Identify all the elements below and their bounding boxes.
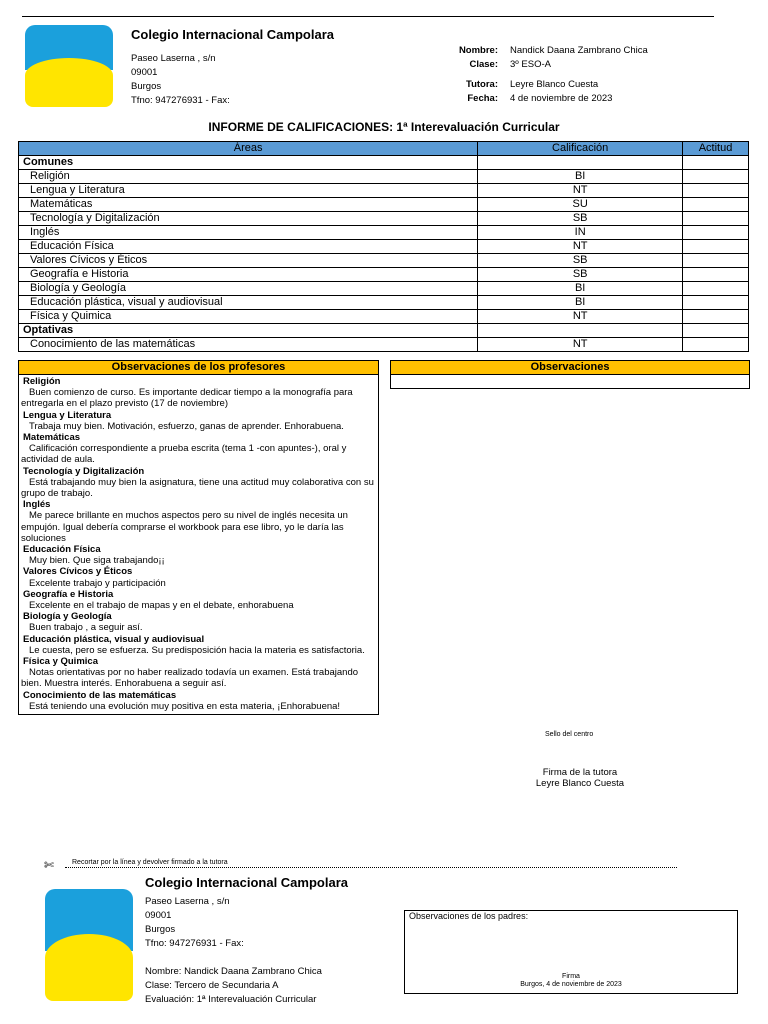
observation-subject: Tecnología y Digitalización bbox=[23, 465, 145, 477]
attitude-value bbox=[683, 170, 749, 184]
section-grade-cell bbox=[478, 156, 683, 170]
general-observations-field bbox=[391, 375, 749, 388]
student-name: Nandick Daana Zambrano Chica bbox=[510, 45, 648, 56]
address-line: Paseo Laserna , s/n bbox=[131, 53, 216, 64]
school-name: Colegio Internacional Campolara bbox=[131, 27, 334, 42]
parents-observations-label: Observaciones de los padres: bbox=[409, 911, 529, 921]
signature-name: Leyre Blanco Cuesta bbox=[535, 778, 625, 789]
grades-table bbox=[18, 141, 749, 352]
grades-body bbox=[19, 156, 749, 352]
observation-text: Trabaja muy bien. Motivación, esfuerzo, ganas de aprender. Enhorabuena. bbox=[29, 420, 344, 432]
attitude-value bbox=[683, 212, 749, 226]
teacher-observations bbox=[18, 360, 379, 715]
grade-value: SB bbox=[478, 268, 683, 282]
grade-value: NT bbox=[478, 338, 683, 352]
teacher-observations-body bbox=[19, 375, 378, 714]
grade-value: NT bbox=[478, 240, 683, 254]
area-name: Inglés bbox=[19, 226, 478, 240]
attitude-value bbox=[683, 254, 749, 268]
grade-row bbox=[19, 282, 749, 296]
report-title: INFORME DE CALIFICACIONES: 1ª Interevaluación Curricular bbox=[208, 120, 560, 134]
observation-text: Está teniendo una evolución muy positiva en esta materia, ¡Enhorabuena! bbox=[29, 700, 341, 712]
attitude-value bbox=[683, 198, 749, 212]
school-address bbox=[131, 52, 230, 108]
parents-observations-box[interactable] bbox=[404, 910, 738, 994]
grade-row bbox=[19, 268, 749, 282]
observation-subject: Inglés bbox=[23, 499, 51, 511]
slip-details bbox=[145, 895, 322, 1007]
observation-subject: Educación plástica, visual y audiovisual bbox=[23, 633, 205, 645]
grade-value: BI bbox=[478, 170, 683, 184]
top-rule bbox=[22, 16, 714, 17]
section-title: Comunes bbox=[19, 156, 478, 170]
observation-subject: Matemáticas bbox=[23, 432, 81, 444]
section-attitude-cell bbox=[683, 156, 749, 170]
section-attitude-cell bbox=[683, 324, 749, 338]
section-title: Optativas bbox=[19, 324, 478, 338]
firma-label: Firma bbox=[562, 973, 580, 980]
slip-phone: Tfno: 947276931 - Fax: bbox=[145, 938, 244, 949]
cut-line bbox=[65, 867, 677, 868]
slip-postal: 09001 bbox=[145, 910, 172, 921]
observation-subject: Religión bbox=[23, 376, 61, 387]
observation-subject: Física y Quimica bbox=[23, 656, 98, 668]
teacher-observations-header: Observaciones de los profesores bbox=[19, 361, 378, 375]
place-date: Burgos, 4 de noviembre de 2023 bbox=[520, 981, 622, 988]
slip-student-name: Nombre: Nandick Daana Zambrano Chica bbox=[145, 966, 322, 977]
attitude-value bbox=[683, 310, 749, 324]
student-class: 3º ESO-A bbox=[510, 59, 551, 70]
grade-row bbox=[19, 254, 749, 268]
observation-text: Buen comienzo de curso. Es importante dedicar tiempo a la monografía para entregarla en el plazo previsto (17 de noviembre) bbox=[21, 387, 353, 410]
observation-subject: Valores Cívicos y Éticos bbox=[23, 566, 133, 578]
observation-text: Buen trabajo , a seguir así. bbox=[29, 622, 143, 634]
school-logo bbox=[25, 25, 113, 107]
section-row bbox=[19, 324, 749, 338]
observation-text: Me parece brillante en muchos aspectos pero su nivel de inglés necesita un empujón. Igual debería comprarse el workbook para ese libro, yo le daría las soluciones bbox=[21, 510, 348, 544]
slip-evaluation: Evaluación: 1ª Interevaluación Curricular bbox=[145, 994, 317, 1005]
observation-text: Notas orientativas por no haber realizado todavía un examen. Está trabajando bien. Muestra interés. Enhorabuena a seguir así. bbox=[21, 667, 359, 690]
area-name: Física y Quimica bbox=[19, 310, 478, 324]
slip-address: Paseo Laserna , s/n bbox=[145, 896, 230, 907]
attitude-value bbox=[683, 268, 749, 282]
grade-value: IN bbox=[478, 226, 683, 240]
observation-text: Está trabajando muy bien la asignatura, tiene una actitud muy colaborativa con su grupo de trabajo. bbox=[21, 476, 374, 500]
scissors-icon: ✄ bbox=[44, 858, 55, 872]
city: Burgos bbox=[131, 81, 162, 92]
attitude-value bbox=[683, 338, 749, 352]
attitude-value bbox=[683, 296, 749, 310]
observation-text: Excelente trabajo y participación bbox=[29, 577, 166, 589]
grade-value: SU bbox=[478, 198, 683, 212]
observation-text: Calificación correspondiente a prueba escrita (tema 1 -con apuntes-), oral y actividad de aula. bbox=[21, 443, 347, 466]
cut-note: Recortar por la línea y devolver firmado a la tutora bbox=[72, 859, 228, 866]
postal-code: 09001 bbox=[131, 67, 158, 78]
grade-row bbox=[19, 170, 749, 184]
slip-school-name: Colegio Internacional Campolara bbox=[145, 875, 348, 890]
slip-city: Burgos bbox=[145, 924, 176, 935]
grade-row bbox=[19, 296, 749, 310]
grade-value: NT bbox=[478, 184, 683, 198]
observation-subject: Biología y Geología bbox=[23, 611, 112, 623]
name-label: Nombre: bbox=[458, 45, 498, 56]
grade-row bbox=[19, 212, 749, 226]
grade-value: NT bbox=[478, 310, 683, 324]
tutor-signature bbox=[480, 767, 680, 789]
grade-value: SB bbox=[478, 212, 683, 226]
grade-value: SB bbox=[478, 254, 683, 268]
report-date: 4 de noviembre de 2023 bbox=[510, 93, 613, 104]
parents-signature bbox=[405, 973, 737, 989]
area-name: Biología y Geología bbox=[19, 282, 478, 296]
observation-subject: Lengua y Literatura bbox=[23, 409, 112, 421]
grade-value: BI bbox=[478, 296, 683, 310]
section-grade-cell bbox=[478, 324, 683, 338]
attitude-value bbox=[683, 282, 749, 296]
area-name: Religión bbox=[19, 170, 478, 184]
grades-header-row bbox=[19, 142, 749, 156]
slip-class: Clase: Tercero de Secundaria A bbox=[145, 980, 279, 991]
header-attitude: Actitud bbox=[683, 142, 749, 156]
area-name: Matemáticas bbox=[19, 198, 478, 212]
observation-subject: Educación Física bbox=[23, 544, 101, 556]
area-name: Conocimiento de las matemáticas bbox=[19, 338, 478, 352]
general-observations-header: Observaciones bbox=[391, 361, 749, 375]
general-observations bbox=[390, 360, 750, 389]
tutor-name: Leyre Blanco Cuesta bbox=[510, 79, 599, 90]
attitude-value bbox=[683, 226, 749, 240]
header-areas: Áreas bbox=[19, 142, 478, 156]
date-label: Fecha: bbox=[467, 93, 498, 104]
area-name: Tecnología y Digitalización bbox=[19, 212, 478, 226]
signature-title: Firma de la tutora bbox=[542, 767, 618, 778]
area-name: Educación Física bbox=[19, 240, 478, 254]
header-grade: Calificación bbox=[478, 142, 683, 156]
area-name: Geografía e Historia bbox=[19, 268, 478, 282]
observation-text: Excelente en el trabajo de mapas y en el debate, enhorabuena bbox=[29, 600, 294, 612]
grade-row bbox=[19, 310, 749, 324]
observation-text: Le cuesta, pero se esfuerza. Su predisposición hacia la materia es satisfactoria. bbox=[29, 644, 365, 656]
seal-label: Sello del centro bbox=[545, 731, 594, 738]
area-name: Valores Cívicos y Éticos bbox=[19, 254, 478, 268]
class-label: Clase: bbox=[469, 59, 498, 70]
observation-text: Muy bien. Que siga trabajando¡¡ bbox=[29, 555, 165, 567]
section-row bbox=[19, 156, 749, 170]
attitude-value bbox=[683, 240, 749, 254]
tutor-label: Tutora: bbox=[465, 79, 498, 90]
attitude-value bbox=[683, 184, 749, 198]
phone: Tfno: 947276931 - Fax: bbox=[131, 95, 230, 106]
grade-value: BI bbox=[478, 282, 683, 296]
observation-subject: Conocimiento de las matemáticas bbox=[23, 689, 177, 701]
observation-subject: Geografía e Historia bbox=[23, 588, 114, 600]
area-name: Lengua y Literatura bbox=[19, 184, 478, 198]
student-info bbox=[438, 44, 648, 106]
slip-school-logo bbox=[45, 889, 133, 1001]
area-name: Educación plástica, visual y audiovisual bbox=[19, 296, 478, 310]
grade-row bbox=[19, 226, 749, 240]
grade-row bbox=[19, 198, 749, 212]
grade-row bbox=[19, 240, 749, 254]
grade-row bbox=[19, 338, 749, 352]
grade-row bbox=[19, 184, 749, 198]
